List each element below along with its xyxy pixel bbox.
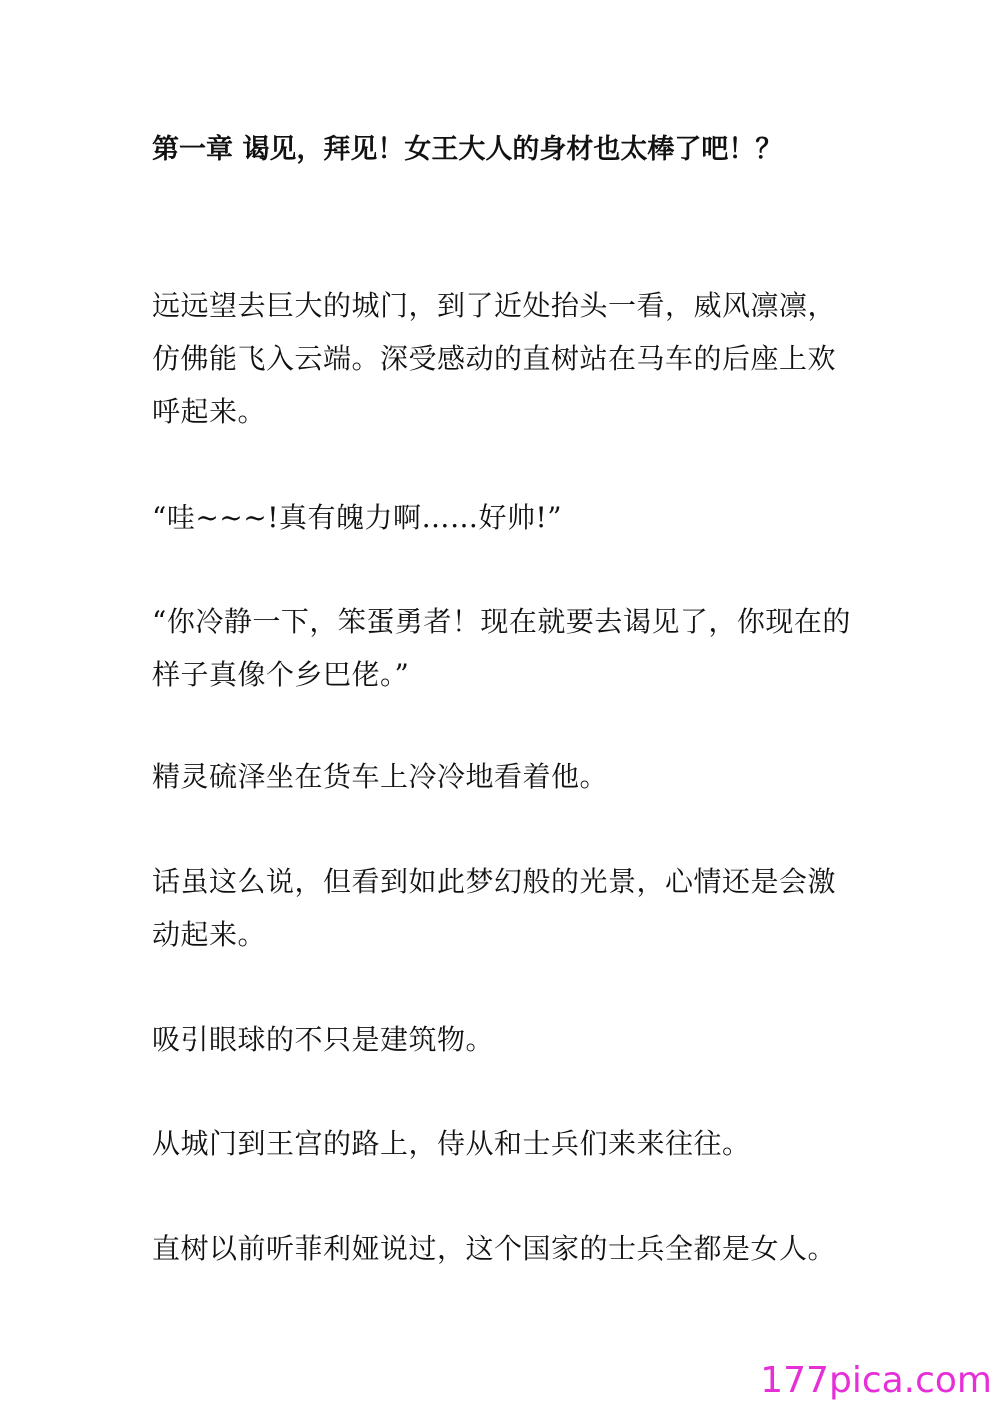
paragraph-4: 精灵硫泽坐在货车上冷冷地看着他。 xyxy=(152,760,609,793)
chapter-title: 第一章 谒见，拜见！女王大人的身材也太棒了吧！？ xyxy=(152,134,783,165)
paragraph-8: 直树以前听菲利娅说过，这个国家的士兵全都是女人。 xyxy=(152,1232,837,1265)
paragraph-6: 吸引眼球的不只是建筑物。 xyxy=(152,1023,495,1056)
paragraph-5: 话虽这么说，但看到如此梦幻般的光景，心情还是会激动起来。 xyxy=(152,865,837,951)
paragraph-1: 远远望去巨大的城门，到了近处抬头一看，威风凛凛，仿佛能飞入云端。深受感动的直树站在马车的后座上欢呼起来。 xyxy=(152,289,837,428)
paragraph-2: “哇~~~!真有魄力啊……好帅!” xyxy=(152,501,563,534)
paragraph-7: 从城门到王宫的路上，侍从和士兵们来来往往。 xyxy=(152,1127,751,1160)
paragraph-3: “你冷静一下，笨蛋勇者！现在就要去谒见了，你现在的样子真像个乡巴佬。” xyxy=(152,605,851,691)
site-watermark: 177pica.com xyxy=(760,1360,992,1401)
